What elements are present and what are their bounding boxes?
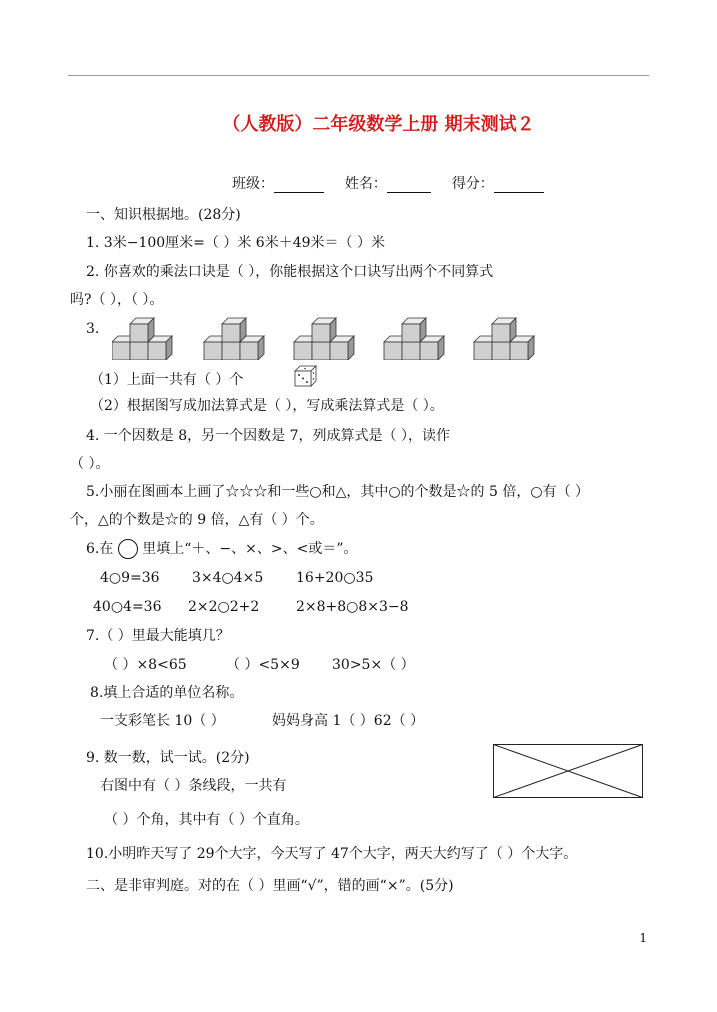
question-5-line1: 5.小丽在图画本上画了☆☆☆和一些○和△，其中○的个数是☆的 5 倍，○有（ ） — [86, 484, 590, 500]
question-6-pre: 6.在 — [86, 541, 114, 557]
question-4-line1: 4. 一个因数是 8，另一个因数是 7，列成算式是（ ），读作 — [86, 428, 450, 444]
question-6-instruction — [86, 539, 358, 559]
page-title: （人教版）二年级数学上册 期末测试２ — [222, 114, 535, 135]
cube-figures-svg — [112, 310, 542, 360]
question-9-line3: （ ）个角，其中有（ ）个直角。 — [104, 812, 309, 828]
question-7-item-3: 30>5×（ ） — [332, 657, 415, 673]
question-8-item-2: 妈妈身高 1（ ）62（ ） — [272, 713, 425, 729]
question-6-row1-a: 4○9=36 — [100, 570, 160, 586]
question-7-item-2: （ ）<5×9 — [226, 657, 300, 673]
cube-figure-1 — [112, 318, 172, 360]
name-label: 姓名： — [344, 176, 387, 192]
question-6-row2-c: 2×8+8○8×3−8 — [296, 599, 409, 615]
question-7-item-1: （ ）×8<65 — [104, 657, 187, 673]
score-blank[interactable] — [494, 178, 544, 193]
cube-figure-4 — [384, 318, 444, 360]
name-blank[interactable] — [387, 178, 431, 193]
score-label: 得分： — [451, 176, 494, 192]
class-label: 班级： — [232, 176, 274, 192]
question-3-sub2: （2）根据图写成加法算式是（ ），写成乘法算式是（ ）。 — [90, 398, 444, 414]
cube-figure-5 — [474, 318, 534, 360]
question-6-row2-a: 40○4=36 — [93, 599, 162, 615]
question-4-line2: （ ）。 — [70, 456, 110, 472]
section1-heading: 一、知识根据地。(28分) — [86, 207, 241, 223]
question-8-item-1: 一支彩笔长 10（ ） — [100, 713, 225, 729]
question-6-row2-b: 2×2○2+2 — [188, 599, 260, 615]
question-5-line2: 个，△的个数是☆的 9 倍，△有（ ）个。 — [70, 512, 324, 528]
header-rule — [68, 75, 649, 76]
question-1: 1. 3米−100厘米=（ ）米 6米＋49米＝（ ）米 — [86, 235, 385, 251]
question-8: 8.填上合适的单位名称。 — [90, 685, 244, 701]
question-2-line2: 吗?（ ），（ ）。 — [70, 292, 164, 308]
cube-figures — [112, 310, 542, 360]
class-blank[interactable] — [274, 178, 324, 193]
dice-icon — [294, 365, 318, 391]
student-info — [232, 173, 544, 193]
section2-heading: 二、是非审判庭。对的在（ ）里画“√”，错的画“×”。(5分) — [86, 878, 454, 894]
cube-figure-2 — [204, 318, 264, 360]
question-7: 7.（ ）里最大能填几？ — [86, 628, 230, 644]
rectangle-figure — [493, 744, 643, 798]
question-2-line1: 2. 你喜欢的乘法口诀是（ ），你能根据这个口诀写出两个不同算式 — [86, 264, 494, 280]
question-3-sub1: （1）上面一共有（ ）个 — [90, 372, 244, 388]
question-9-line1: 9. 数一数，试一试。(2分) — [86, 750, 250, 766]
cube-figure-3 — [294, 318, 354, 360]
question-6-row1-b: 3×4○4×5 — [192, 570, 264, 586]
circle-icon — [118, 539, 138, 559]
page-number: 1 — [639, 931, 647, 945]
question-9-line2: 右图中有（ ）条线段，一共有 — [100, 778, 287, 794]
question-10: 10.小明昨天写了 29个大字，今天写了 47个大字，两天大约写了（ ）个大字。 — [86, 846, 578, 862]
question-3-number: 3. — [86, 321, 100, 337]
question-6-post: 里填上“＋、−、×、>、<或＝”。 — [142, 541, 358, 557]
question-6-row1-c: 16+20○35 — [296, 570, 374, 586]
